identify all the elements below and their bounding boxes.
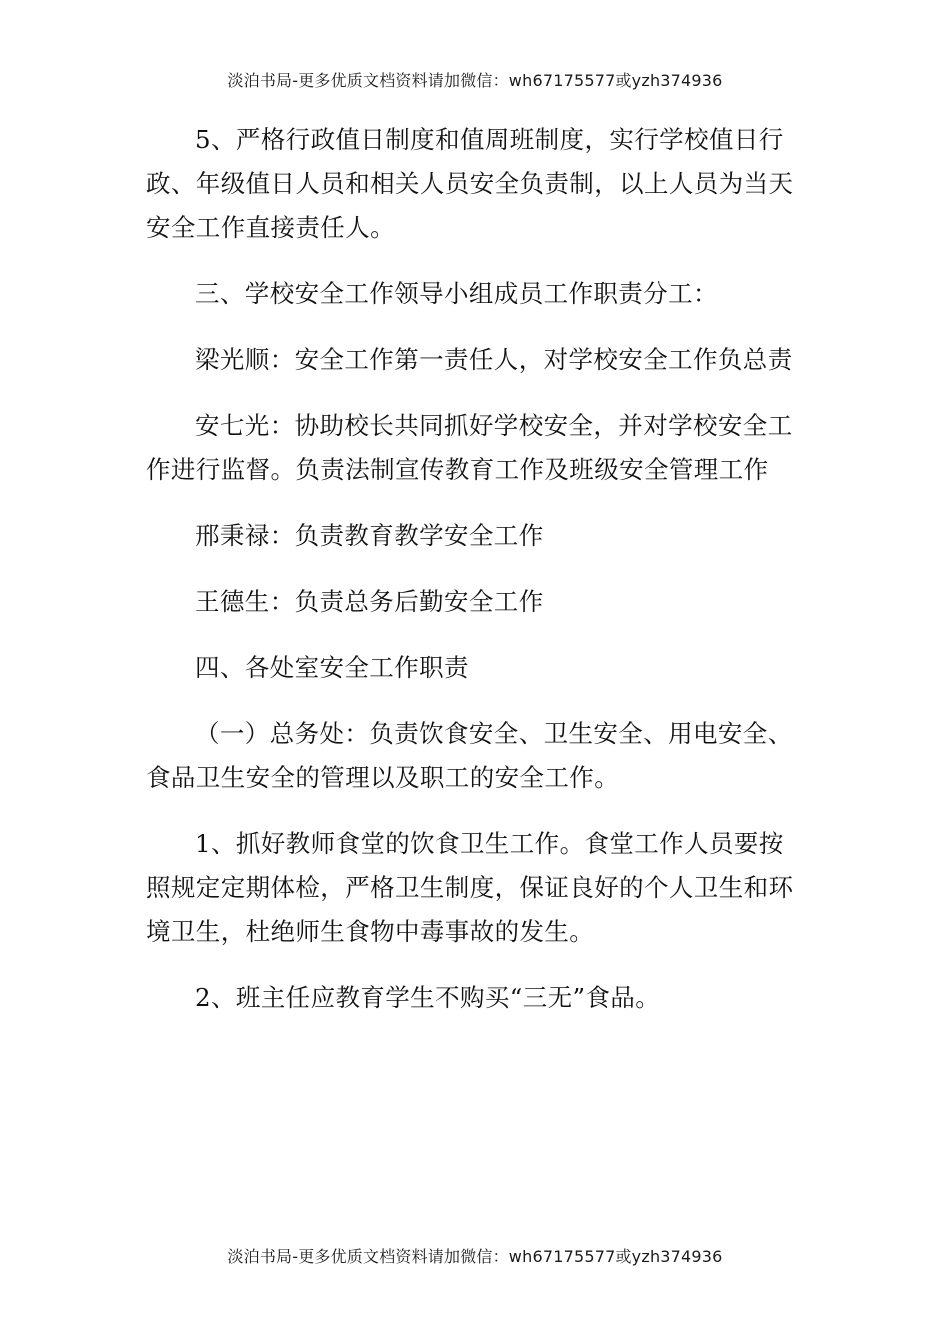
paragraph-duty-system: 5、严格行政值日制度和值周班制度，实行学校值日行政、年级值日人员和相关人员安全负责制，以上人员为当天安全工作直接责任人。	[146, 125, 794, 242]
paragraph-three-no-food: 2、班主任应教育学生不购买“三无”食品。	[195, 983, 661, 1012]
paragraph-role-xing: 邢秉禄：负责教育教学安全工作	[195, 521, 544, 550]
header-watermark: 淡泊书局-更多优质文档资料请加微信：wh67175577或yzh374936	[227, 71, 723, 90]
paragraph-general-affairs: （一）总务处：负责饮食安全、卫生安全、用电安全、食品卫生安全的管理以及职工的安全工作。	[146, 719, 793, 792]
document-body	[146, 118, 802, 1042]
heading-section-three: 三、学校安全工作领导小组成员工作职责分工：	[195, 279, 718, 308]
paragraph-role-an: 安七光：协助校长共同抓好学校安全，并对学校安全工作进行监督。负责法制宣传教育工作及班级安全管理工作	[146, 411, 793, 484]
paragraph-role-wang: 王德生：负责总务后勤安全工作	[195, 587, 544, 616]
heading-section-four: 四、各处室安全工作职责	[195, 653, 469, 682]
paragraph-canteen-hygiene: 1、抓好教师食堂的饮食卫生工作。食堂工作人员要按照规定定期体检，严格卫生制度，保证良好的个人卫生和环境卫生，杜绝师生食物中毒事故的发生。	[146, 829, 794, 946]
footer-watermark: 淡泊书局-更多优质文档资料请加微信：wh67175577或yzh374936	[227, 1247, 723, 1266]
paragraph-role-liang: 梁光顺：安全工作第一责任人，对学校安全工作负总责	[195, 345, 793, 374]
